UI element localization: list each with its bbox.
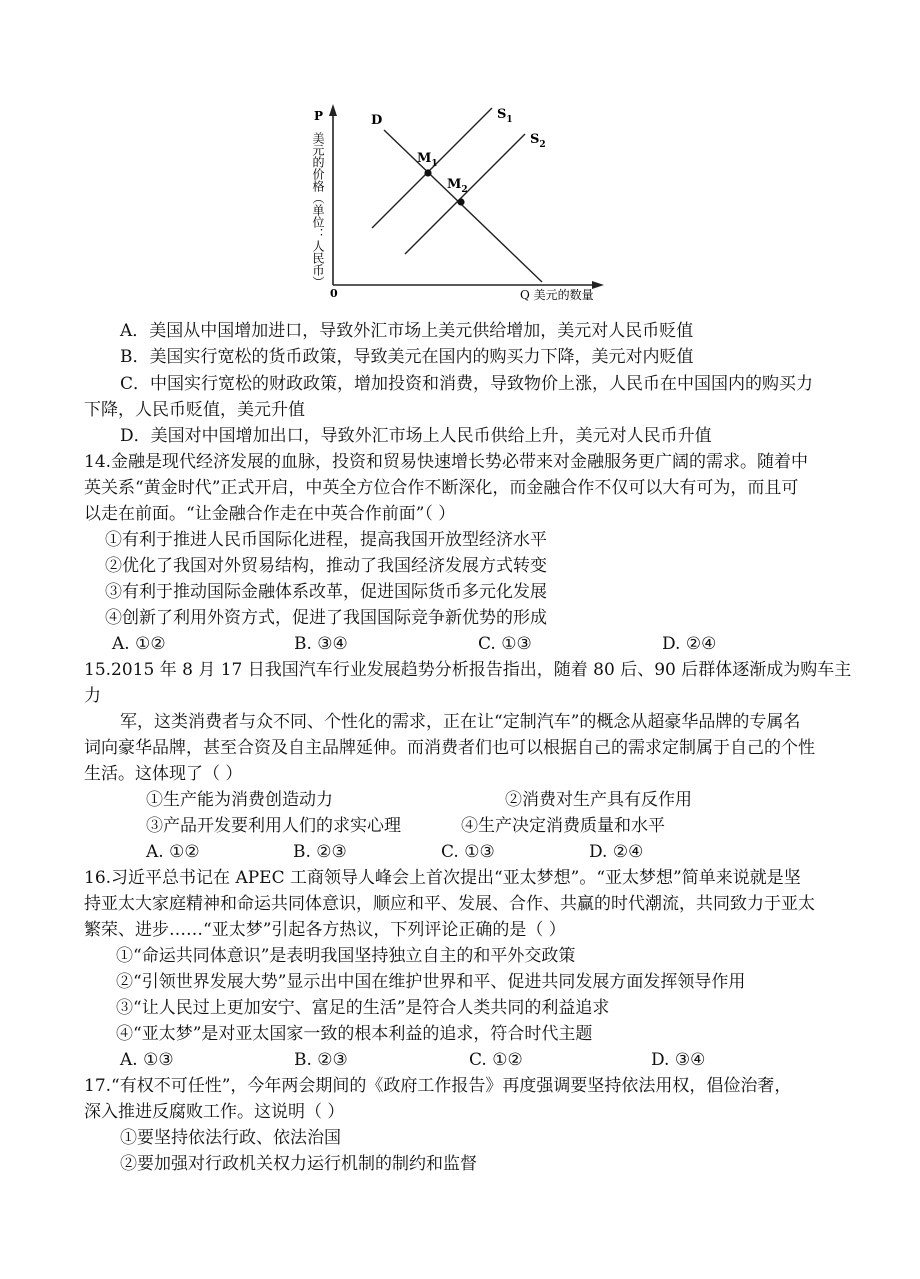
m2-label: $M_2$ [447,177,468,195]
q15-item-1: ①生产能为消费创造动力 [146,790,333,810]
q17-item-1: ①要坚持依法行政、依法治国 [120,1128,341,1148]
q16-option-d: D. ③④ [651,1050,706,1070]
q13-option-a: A．美国从中国增加进口，导致外汇市场上美元供给增加，美元对人民币贬值 [120,321,694,341]
q17-stem-line1: 17.“有权不可任性”，今年两会期间的《政府工作报告》再度强调要坚持依法用权，倡俭治奢， [84,1076,792,1096]
q15-option-d: D. ②④ [589,842,644,862]
p-axis-letter: P [314,109,324,123]
q14-stem-line3: 以走在前面。“让金融合作走在中英合作前面”（ ） [84,504,456,524]
q16-option-a: A. ①③ [120,1050,174,1070]
q16-item-2: ②“引领世界发展大势”显示出中国在维护世界和平、促进共同发展方面发挥领导作用 [116,972,746,992]
q15-item-4: ④生产决定消费质量和水平 [461,816,665,836]
q16-stem-line2: 持亚太大家庭精神和命运共同体意识，顺应和平、发展、合作、共赢的时代潮流，共同致力于亚太 [84,894,815,914]
q15-stem-line3: 军，这类消费者与众不同、个性化的需求，正在让“定制汽车”的概念从超豪华品牌的专属名 [120,712,801,732]
s1-label: $S_1$ [497,107,513,125]
s2-label: $S_2$ [530,132,546,150]
q15-option-c: C. ①③ [441,842,495,862]
q15-item-3: ③产品开发要利用人们的求实心理 [146,816,401,836]
q17-stem-line2: 深入推进反腐败工作。这说明（ ） [84,1102,345,1122]
q13-option-d: D．美国对中国增加出口，导致外汇市场上人民币供给上升，美元对人民币升值 [120,426,712,446]
q13-option-c-line2: 下降，人民币贬值，美元升值 [84,400,305,420]
q15-option-b: B. ②③ [293,842,347,862]
q14-option-b: B. ③④ [294,634,348,654]
q14-item-2: ②优化了我国对外贸易结构，推动了我国经济发展方式转变 [105,556,547,576]
q16-stem-line1: 16.习近平总书记在 APEC 工商领导人峰会上首次提出“亚太梦想”。“亚太梦想”简单来说就是坚 [84,868,801,888]
q14-option-a: A. ①② [112,634,166,654]
q15-stem-line4: 词向豪华品牌，甚至合资及自主品牌延伸。而消费者们也可以根据自己的需求定制属于自己的个性 [84,738,815,758]
q14-item-1: ①有利于推进人民币国际化进程，提高我国开放型经济水平 [105,530,547,550]
x-axis-label: Q 美元的数量 [520,288,594,302]
origin-label: 0 [330,287,338,300]
q14-item-3: ③有利于推动国际金融体系改革，促进国际货币多元化发展 [105,582,547,602]
q16-item-3: ③“让人民过上更加安宁、富足的生活”是符合人类共同的利益追求 [116,998,610,1018]
q16-option-b: B. ②③ [294,1050,348,1070]
x-axis-arrow [592,281,604,289]
q14-stem-line2: 英关系“黄金时代”正式开启，中英全方位合作不断深化，而金融合作不仅可以大有可为，而且可 [84,478,799,498]
q16-option-c: C. ①② [469,1050,523,1070]
q13-option-c-line1: C．中国实行宽松的财政政策，增加投资和消费，导致物价上涨，人民币在中国国内的购买力 [120,374,814,394]
q16-item-1: ①“命运共同体意识”是表明我国坚持独立自主的和平外交政策 [116,946,576,966]
demand-line [384,130,542,282]
q15-stem-line2: 力 [84,686,101,706]
equilibrium-m1-point [424,169,431,176]
m1-label: $M_1$ [417,151,438,169]
q16-item-4: ④“亚太梦”是对亚太国家一致的根本利益的追求，符合时代主题 [116,1024,593,1044]
q15-stem-line1: 15.2015 年 8 月 17 日我国汽车行业发展趋势分析报告指出，随着 80 后、90 后群体逐渐成为购车主 [84,660,852,680]
equilibrium-m2-point [457,198,464,205]
q14-stem-line1: 14.金融是现代经济发展的血脉，投资和贸易快速增长势必带来对金融服务更广阔的需求。随着中 [84,452,809,472]
y-axis-label: 美元的价格（单位：人民币） [311,132,325,288]
q14-option-c: C. ①③ [478,634,532,654]
y-axis-arrow [329,104,337,116]
q16-stem-line3: 繁荣、进步……“亚太梦”引起各方热议，下列评论正确的是（ ） [84,920,566,940]
q13-option-b: B．美国实行宽松的货币政策，导致美元在国内的购买力下降，美元对内贬值 [120,347,694,367]
q15-option-a: A. ①② [146,842,200,862]
demand-label: D [371,113,383,128]
q14-item-4: ④创新了利用外资方式，促进了我国国际竞争新优势的形成 [105,608,547,628]
q15-stem-line5: 生活。这体现了（ ） [84,764,243,784]
q14-option-d: D. ②④ [662,634,717,654]
q15-item-2: ②消费对生产具有反作用 [505,790,692,810]
supply-demand-figure [0,0,920,320]
q17-item-2: ②要加强对行政机关权力运行机制的制约和监督 [120,1154,477,1174]
